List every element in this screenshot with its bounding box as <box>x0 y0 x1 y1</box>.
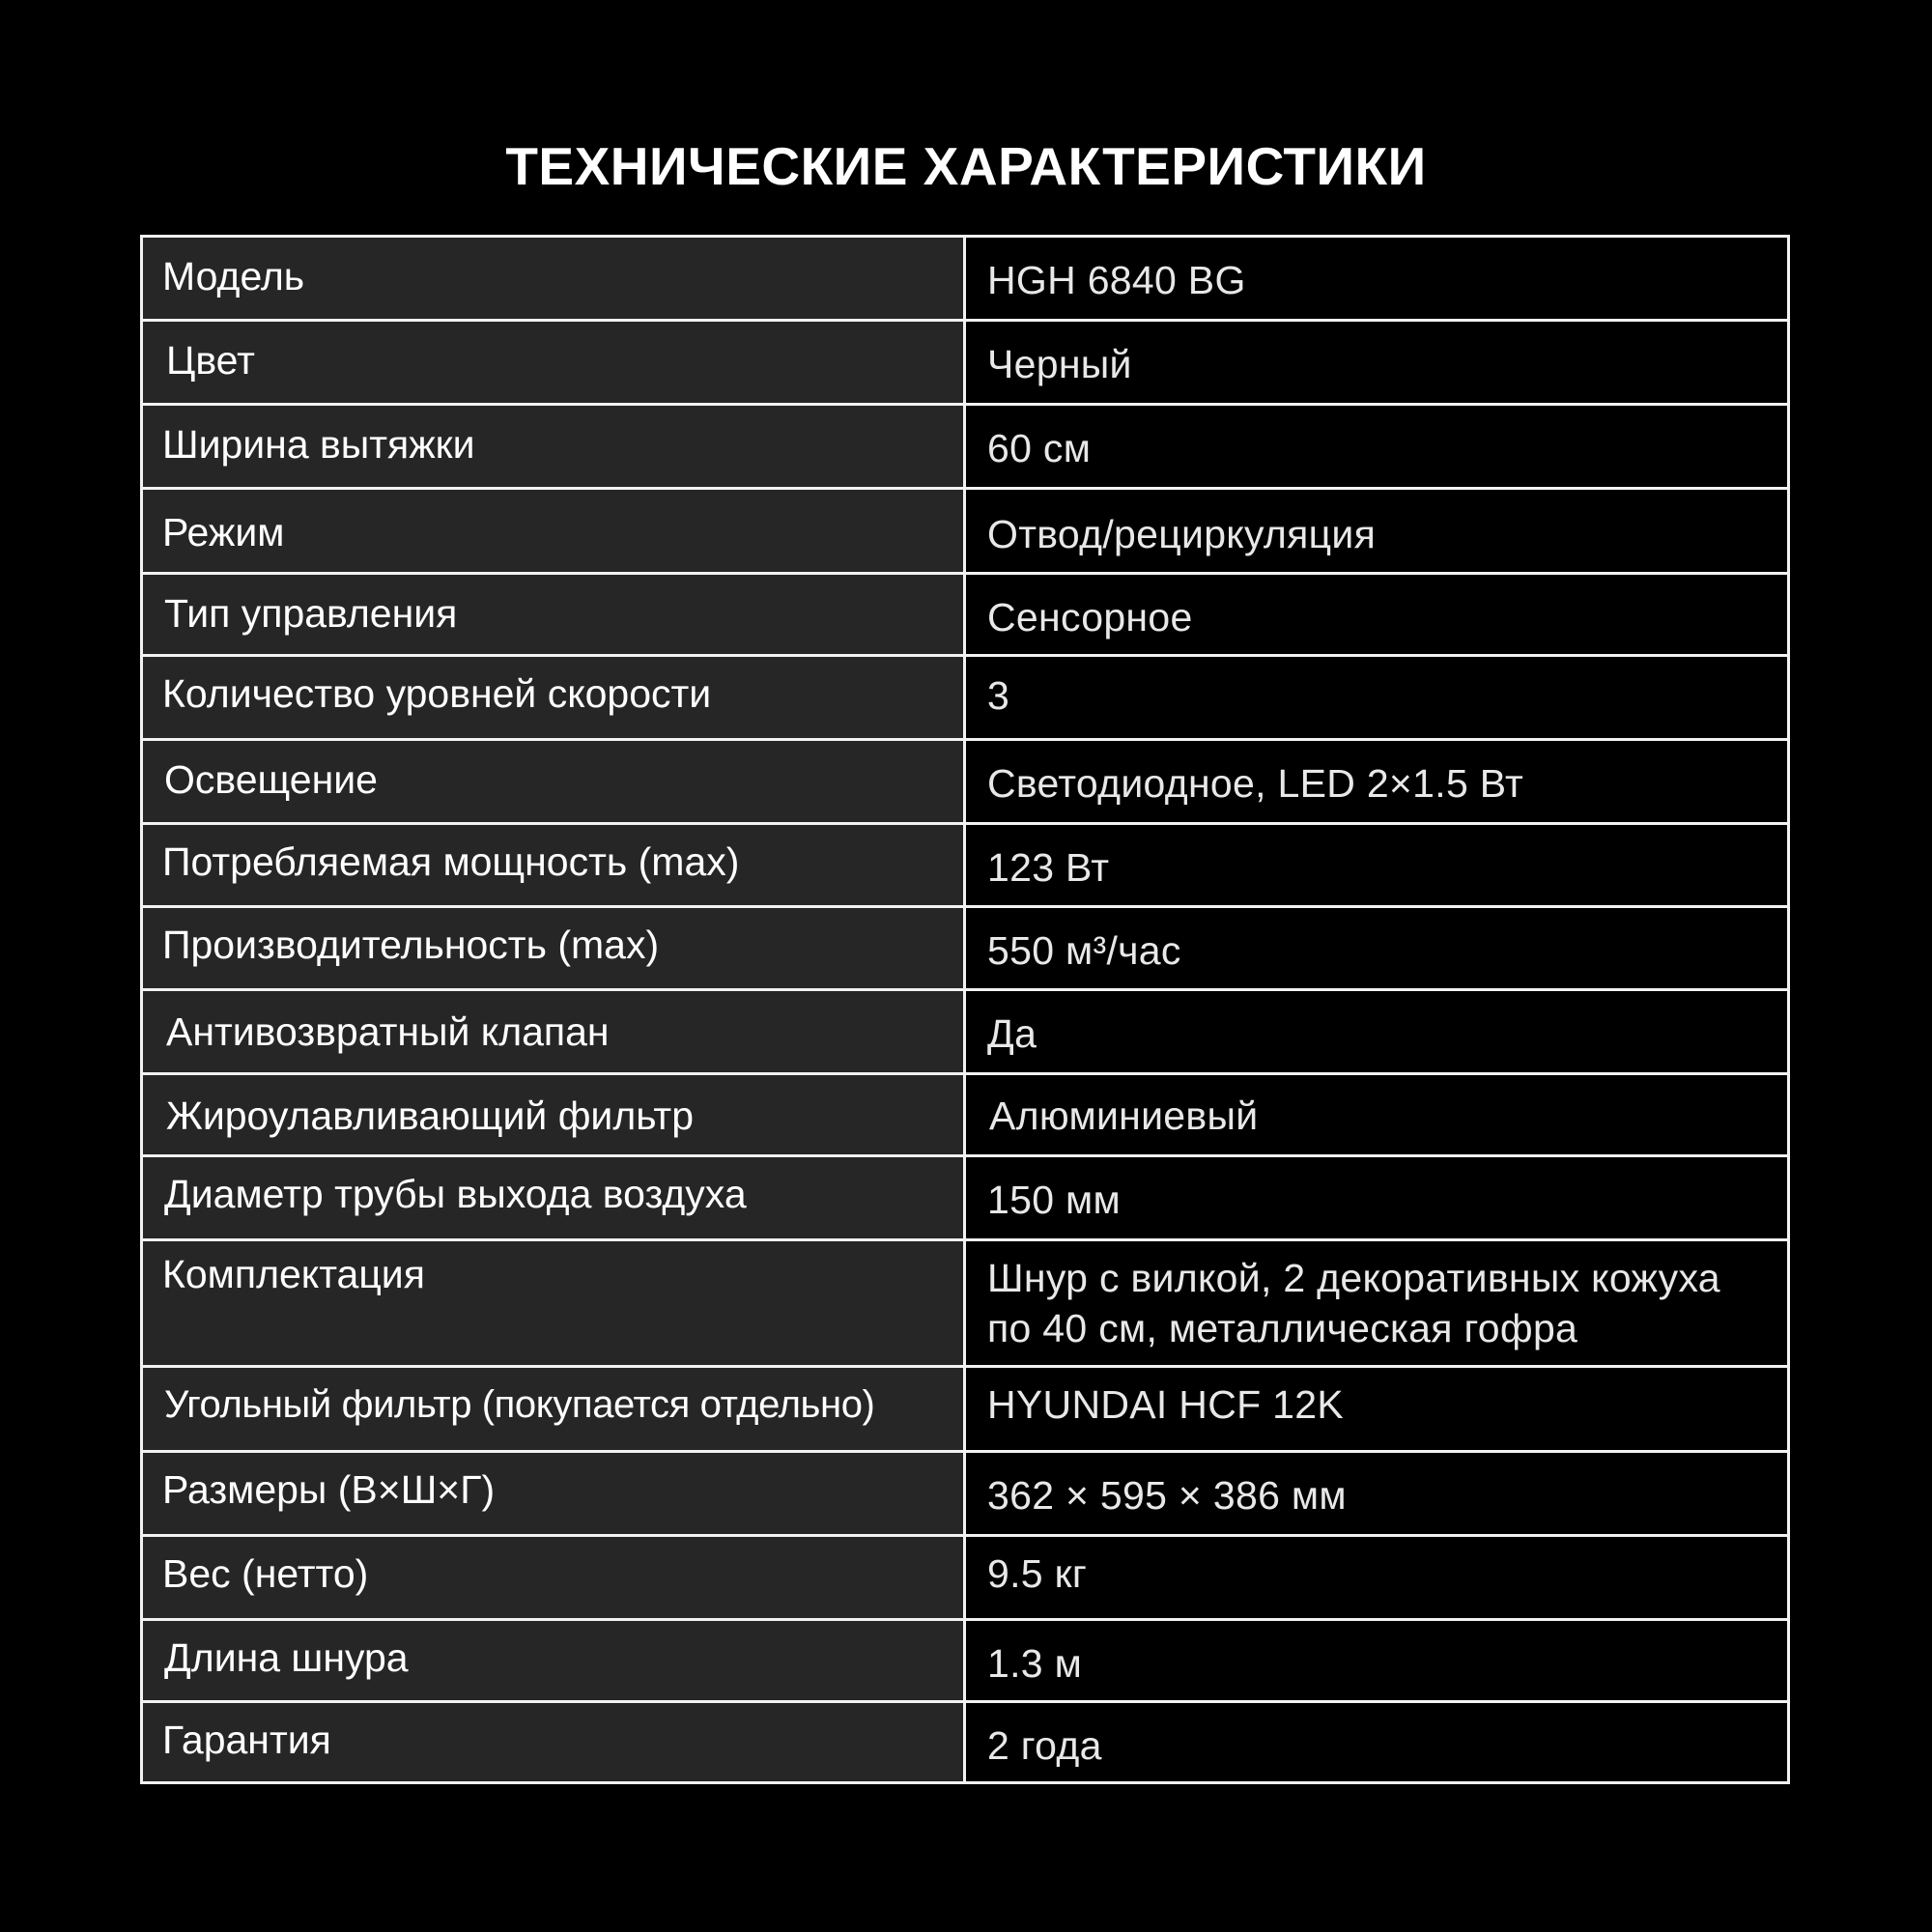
spec-value: HYUNDAI HCF 12K <box>966 1368 1787 1450</box>
spec-label: Угольный фильтр (покупается отдельно) <box>143 1368 966 1450</box>
spec-label: Освещение <box>143 741 966 822</box>
table-row <box>143 822 1787 905</box>
spec-value: 60 см <box>966 406 1787 487</box>
spec-value: Черный <box>966 322 1787 403</box>
spec-value: 2 года <box>966 1703 1787 1781</box>
table-row <box>143 1534 1787 1618</box>
spec-value: 1.3 м <box>966 1621 1787 1700</box>
spec-value: HGH 6840 BG <box>966 238 1787 319</box>
spec-label: Потребляемая мощность (max) <box>143 825 966 905</box>
spec-value: 150 мм <box>966 1157 1787 1238</box>
spec-value: Да <box>966 991 1787 1072</box>
spec-label: Режим <box>143 490 966 572</box>
spec-value: 123 Вт <box>966 825 1787 905</box>
spec-value: 550 м³/час <box>966 908 1787 988</box>
specs-table <box>140 235 1790 1784</box>
spec-label: Размеры (В×Ш×Г) <box>143 1453 966 1534</box>
spec-value <box>966 1241 1787 1365</box>
table-row <box>143 738 1787 822</box>
table-row <box>143 1365 1787 1450</box>
table-row <box>143 1700 1787 1781</box>
spec-label: Модель <box>143 238 966 319</box>
table-row <box>143 572 1787 654</box>
table-row <box>143 1154 1787 1238</box>
table-row <box>143 988 1787 1072</box>
spec-value: Отвод/рециркуляция <box>966 490 1787 572</box>
spec-label: Производительность (max) <box>143 908 966 988</box>
table-row <box>143 487 1787 572</box>
spec-value: 362 × 595 × 386 мм <box>966 1453 1787 1534</box>
spec-value: 3 <box>966 657 1787 738</box>
spec-label: Ширина вытяжки <box>143 406 966 487</box>
spec-value: Алюминиевый <box>966 1075 1787 1154</box>
spec-label: Длина шнура <box>143 1621 966 1700</box>
spec-value-line: по 40 см, металлическая гофра <box>987 1306 1578 1350</box>
spec-label: Вес (нетто) <box>143 1537 966 1618</box>
table-row <box>143 905 1787 988</box>
spec-label: Жироулавливающий фильтр <box>143 1075 966 1154</box>
table-row <box>143 1072 1787 1154</box>
table-row <box>143 238 1787 319</box>
table-row <box>143 319 1787 403</box>
spec-value: Светодиодное, LED 2×1.5 Вт <box>966 741 1787 822</box>
spec-label: Количество уровней скорости <box>143 657 966 738</box>
page-title: ТЕХНИЧЕСКИЕ ХАРАКТЕРИСТИКИ <box>505 136 1427 196</box>
spec-value: Сенсорное <box>966 575 1787 654</box>
table-row <box>143 1450 1787 1534</box>
table-row <box>143 1618 1787 1700</box>
table-row <box>143 654 1787 738</box>
spec-value-line: Шнур с вилкой, 2 декоративных кожуха <box>987 1256 1720 1300</box>
spec-label: Диаметр трубы выхода воздуха <box>143 1157 966 1238</box>
table-row <box>143 403 1787 487</box>
spec-value: 9.5 кг <box>966 1537 1787 1618</box>
spec-label: Цвет <box>143 322 966 403</box>
spec-label: Гарантия <box>143 1703 966 1781</box>
spec-label: Тип управления <box>143 575 966 654</box>
table-row <box>143 1238 1787 1365</box>
spec-label: Комплектация <box>143 1241 966 1365</box>
spec-label: Антивозвратный клапан <box>143 991 966 1072</box>
